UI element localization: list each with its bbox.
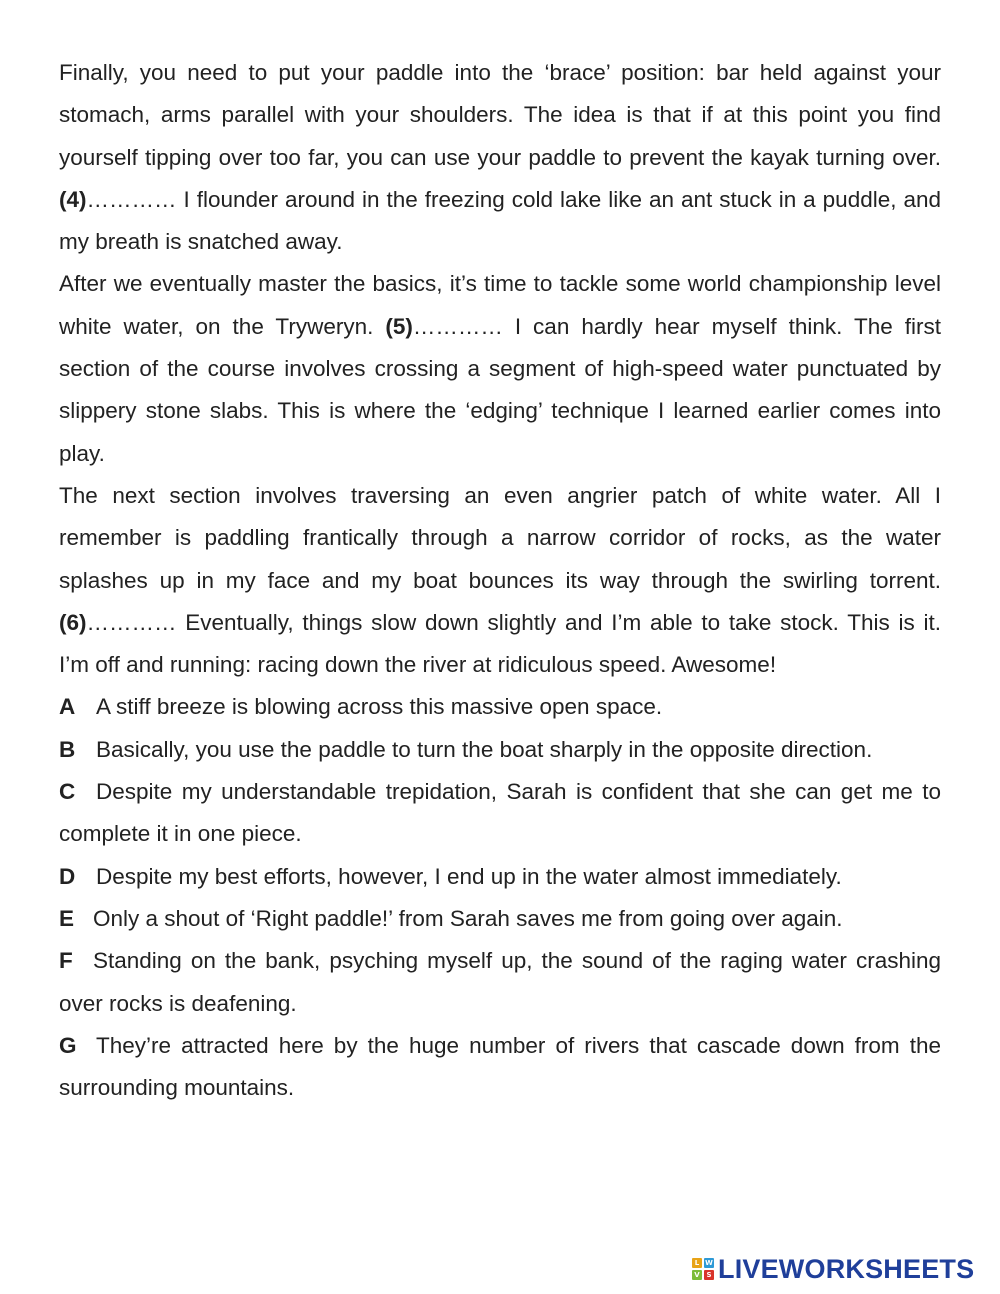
logo-grid-cell: W — [705, 1259, 713, 1267]
option-d — [59, 856, 941, 898]
paragraph-3-text-before: The next section involves traversing an even angrier patch of white water. All I remember is paddling frantically through a narrow corridor of rocks, as the water splashes up in my face and my boat bounces its way through the swirling torrent. — [59, 482, 941, 593]
logo-grid-cell: V — [692, 1270, 702, 1280]
option-d-letter: D — [59, 863, 76, 889]
option-e-text: Only a shout of ‘Right paddle!’ from Sarah saves me from going over again. — [93, 905, 843, 931]
option-a — [59, 686, 941, 728]
option-d-text: Despite my best efforts, however, I end up in the water almost immediately. — [96, 863, 842, 889]
option-b-text: Basically, you use the paddle to turn the boat sharply in the opposite direction. — [96, 736, 873, 762]
option-g-text: They’re attracted here by the huge number of rivers that cascade down from the surrounding mountains. — [59, 1032, 941, 1101]
option-f-letter: F — [59, 948, 73, 974]
paragraph-2-text-after: I can hardly hear myself think. The first section of the course involves crossing a segment of high-speed water punctuated by slippery stone slabs. This is where the ‘edging’ technique I learned earlier comes into play. — [59, 313, 941, 466]
logo-grid-cell: S — [704, 1270, 714, 1280]
paragraph-2 — [59, 263, 941, 474]
logo-grid-cell: L — [692, 1258, 702, 1268]
gap-6-blank[interactable]: ………… — [86, 609, 177, 635]
logo-grid-icon — [692, 1258, 714, 1280]
option-a-text: A stiff breeze is blowing across this massive open space. — [96, 694, 663, 720]
paragraph-3 — [59, 475, 941, 686]
logo-text: LIVEWORKSHEETS — [718, 1253, 975, 1284]
gap-4-blank[interactable]: ………… — [86, 186, 177, 212]
option-e-letter: E — [59, 905, 75, 931]
option-e — [59, 898, 941, 940]
option-c-letter: C — [59, 779, 76, 805]
gap-5-blank[interactable]: ………… — [412, 313, 503, 339]
gap-5-label: (5) — [385, 313, 413, 339]
option-c — [59, 771, 941, 856]
gap-4-label: (4) — [59, 186, 87, 212]
gap-6-label: (6) — [59, 609, 87, 635]
option-b-letter: B — [59, 736, 76, 762]
paragraph-1-text-before: Finally, you need to put your paddle into the ‘brace’ position: bar held against your stomach, arms parallel with your shoulders. The idea is that if at this point you find yourself tipping over too far, you can use your paddle to prevent the kayak turning over. — [59, 60, 941, 170]
option-a-letter: A — [59, 694, 76, 720]
option-g — [59, 1025, 941, 1110]
option-f — [59, 940, 941, 1025]
paragraph-3-text-after: Eventually, things slow down slightly and I’m able to take stock. This is it. I’m off and running: racing down the river at ridiculous speed. Awesome! — [59, 609, 941, 678]
paragraph-1 — [59, 52, 941, 263]
option-f-text: Standing on the bank, psyching myself up, the sound of the raging water crashing over rocks is deafening. — [59, 948, 941, 1016]
worksheet-page — [59, 52, 941, 1109]
liveworksheets-logo — [692, 1254, 974, 1284]
paragraph-1-text-after: I flounder around in the freezing cold lake like an ant stuck in a puddle, and my breath is snatched away. — [59, 186, 941, 255]
option-g-letter: G — [59, 1032, 77, 1058]
paragraph-2-text-before: After we eventually master the basics, it’s time to tackle some world championship level white water, on the Tryweryn. — [59, 271, 941, 339]
option-c-text: Despite my understandable trepidation, Sarah is confident that she can get me to complete it in one piece. — [59, 779, 941, 847]
option-b — [59, 729, 941, 771]
